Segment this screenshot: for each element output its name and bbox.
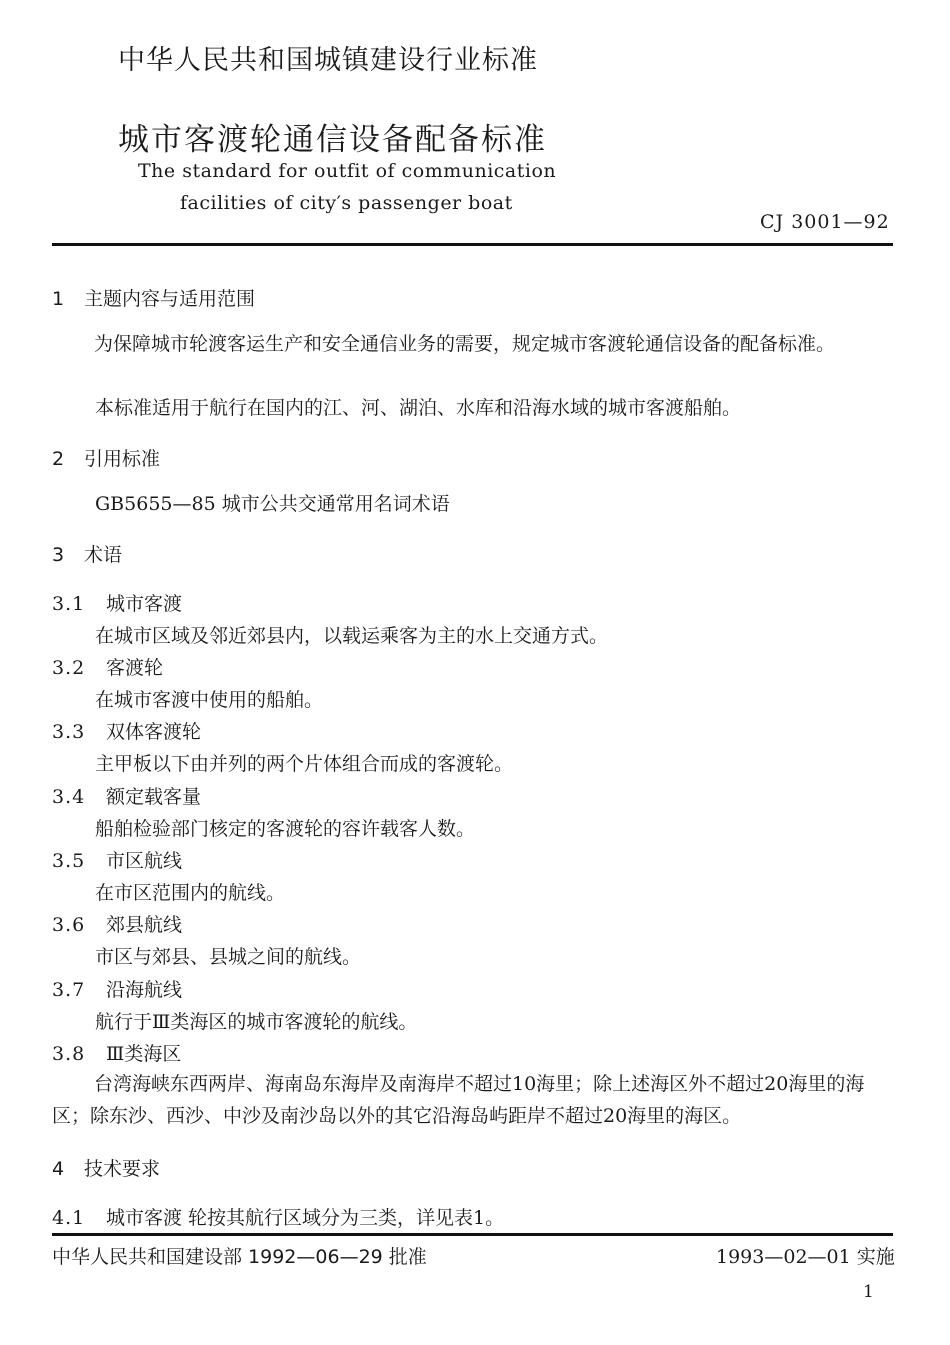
clause-4-1 [52, 1203, 504, 1230]
clause-text: 城市客渡 轮按其航行区域分为三类，详见表1。 [106, 1207, 505, 1229]
term-number: 3.2 [52, 657, 86, 679]
approval-line: 中华人民共和国建设部 1992—06—29 批准 [52, 1246, 427, 1268]
header-divider [52, 243, 893, 246]
term-3-5-definition: 在市区范围内的航线。 [95, 882, 286, 904]
term-3-3 [52, 717, 201, 744]
term-3-7-definition: 航行于Ⅲ类海区的城市客渡轮的航线。 [95, 1011, 418, 1033]
section-number: 1 [52, 288, 65, 310]
term-3-8-definition: 台湾海峡东西两岸、海南岛东海岸及南海岸不超过10海里；除上述海区外不超过20海里的海区；除东沙、西沙、中沙及南沙岛以外的其它沿海岛屿距岸不超过20海里的海区。 [52, 1073, 865, 1127]
term-name: 城市客渡 [106, 593, 183, 615]
term-number: 3.6 [52, 914, 86, 936]
term-number: 3.4 [52, 786, 86, 808]
term-name: 市区航线 [106, 850, 183, 872]
referenced-standard: GB5655—85 城市公共交通常用名词术语 [95, 493, 450, 515]
term-3-1 [52, 589, 182, 616]
document-title: 城市客渡轮通信设备配备标准 [118, 122, 547, 158]
section-title: 技术要求 [84, 1158, 161, 1180]
section-title: 主题内容与适用范围 [84, 288, 256, 310]
term-3-1-definition: 在城市区域及邻近郊县内，以载运乘客为主的水上交通方式。 [95, 625, 609, 647]
section-2-heading [52, 444, 160, 471]
term-name: 额定载客量 [106, 786, 202, 808]
term-number: 3.1 [52, 593, 86, 615]
term-3-4 [52, 782, 201, 809]
term-name: 郊县航线 [106, 914, 183, 936]
section-number: 2 [52, 448, 65, 470]
term-name: 客渡轮 [106, 657, 164, 679]
page-number: 1 [863, 1282, 874, 1302]
term-number: 3.5 [52, 850, 86, 872]
term-number: 3.7 [52, 979, 86, 1001]
term-name: 双体客渡轮 [106, 721, 202, 743]
footer-divider [52, 1233, 893, 1236]
term-3-3-definition: 主甲板以下由并列的两个片体组合而成的客渡轮。 [95, 753, 514, 775]
term-3-6 [52, 910, 182, 937]
english-title-line-2: facilities of city′s passenger boat [180, 192, 513, 214]
section-title: 引用标准 [84, 448, 161, 470]
term-number: 3.8 [52, 1043, 86, 1065]
section-1-heading [52, 284, 255, 311]
term-3-7 [52, 975, 182, 1002]
term-name: 沿海航线 [106, 979, 183, 1001]
section-4-heading [52, 1154, 160, 1181]
term-3-5 [52, 846, 182, 873]
section-number: 4 [52, 1158, 65, 1180]
english-title-line-1: The standard for outfit of communication [138, 160, 557, 182]
standard-code: CJ 3001—92 [760, 211, 890, 233]
clause-number: 4.1 [52, 1207, 86, 1229]
term-number: 3.3 [52, 721, 86, 743]
term-3-6-definition: 市区与郊县、县城之间的航线。 [95, 946, 362, 968]
term-3-4-definition: 船舶检验部门核定的客渡轮的容许载客人数。 [95, 818, 476, 840]
effective-date: 1993—02—01 实施 [716, 1246, 895, 1268]
issuing-authority: 中华人民共和国城镇建设行业标准 [118, 45, 538, 76]
term-3-8 [52, 1039, 181, 1066]
term-3-2 [52, 653, 163, 680]
term-name: Ⅲ类海区 [106, 1043, 182, 1065]
section-3-heading [52, 540, 122, 567]
term-3-2-definition: 在城市客渡中使用的船舶。 [95, 689, 324, 711]
section-1-paragraph-2: 本标准适用于航行在国内的江、河、湖泊、水库和沿海水域的城市客渡船舶。 [95, 397, 742, 419]
section-number: 3 [52, 544, 65, 566]
section-title: 术语 [84, 544, 123, 566]
section-1-paragraph-1: 为保障城市轮渡客运生产和安全通信业务的需要，规定城市客渡轮通信设备的配备标准。 [94, 333, 836, 355]
